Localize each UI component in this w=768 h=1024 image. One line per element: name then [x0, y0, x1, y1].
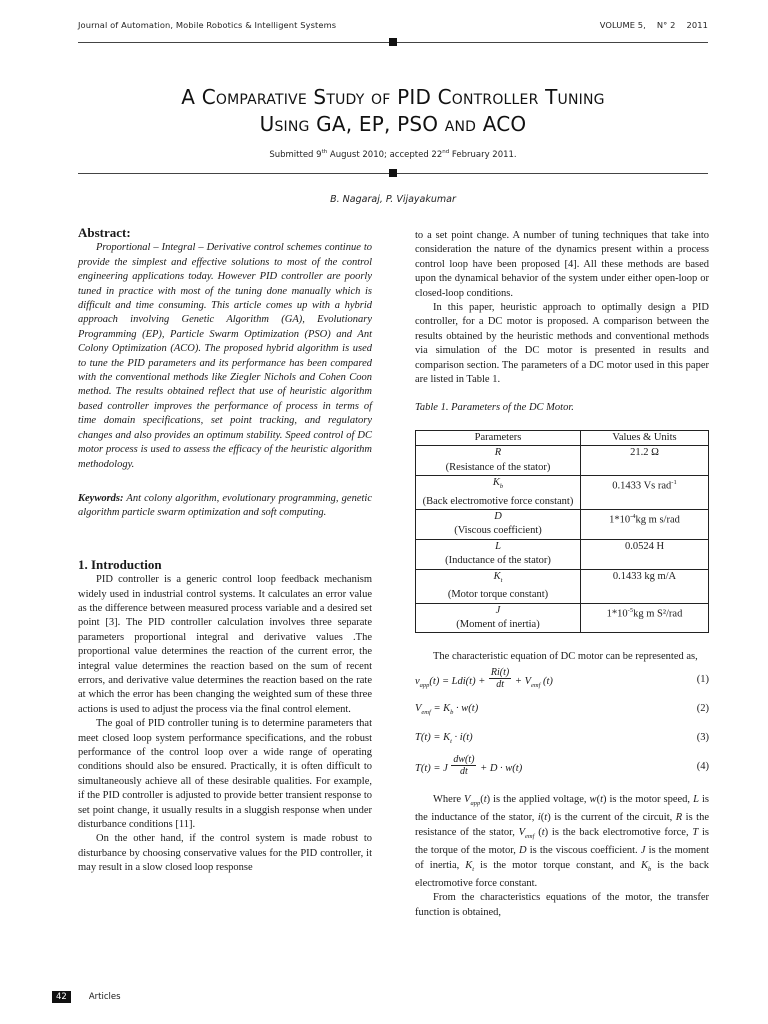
accepted-text: August 2010; accepted 22 — [327, 149, 443, 160]
value-exponent: -4 — [630, 513, 636, 520]
volume: VOLUME 5, — [599, 20, 646, 30]
equation-1-expr: $v_{app}(t) = Ldi(t)$ + $\frac{Ri(t)}{dt}$ + $V_{emf}$ (t) — [415, 666, 553, 690]
page-number: 42 — [52, 991, 71, 1003]
parameter-symbol: D — [494, 511, 502, 522]
value-text: 0.0524 H — [624, 540, 665, 552]
submitted-ordinal: th — [321, 149, 328, 155]
value-text: 0.1433 Vs rad — [612, 480, 672, 492]
accepted-month: February 2011. — [449, 149, 517, 160]
symbol-subscript: b — [499, 483, 504, 491]
value-text: 21.2 Ω — [630, 447, 659, 459]
issue-number: N° 2 — [656, 20, 676, 30]
table-row — [416, 476, 709, 510]
journal-name: Journal of Automation, Mobile Robotics & Intelligent Systems — [78, 20, 337, 30]
left-column — [78, 226, 372, 876]
submission-dates — [78, 149, 708, 160]
value-cell — [581, 446, 709, 476]
equation-number: (1) — [696, 673, 709, 685]
title-divider-mark — [389, 169, 397, 177]
intro-paragraph-1: PID controller is a generic control loop feedback mechanism widely used in industrial control systems. It calculates an error value as the difference between measured process variable and a desired set point [3]. The PID controller calculation involves three separate parameters proportional integral and derivative values .The proportional value determines the reaction of the current error, the integral value determines the reaction based on the sum of recent errors, and derivative value determines the reaction based on the rate at which the error has been changing the weighted sum of these three actions is used to adjust the process via the final control element. — [78, 574, 372, 715]
variable-definitions: Where $V_{app}(t)$ is the applied voltage, w(t) is the motor speed, L is the inductance of the stator, i(t) is the current of the circuit, R is the resistance of the stator, $V_{emf}$ (t) is the back electromotive force, T is the torque of the motor, D is the viscous coefficient. J is the moment of inertia, $K_t$ is the motor torque constant, and $K_b$ is the back electromotive force constant. — [415, 793, 710, 890]
keywords-text: Ant colony algorithm, evolutionary programming, genetic algorithm particle swarm optimization and soft computing. — [78, 492, 372, 519]
equation-2-expr: $V_{emf} = K_b \cdot w(t)$ — [415, 702, 479, 716]
issue-info — [600, 20, 708, 30]
value-text: 1*10 — [606, 608, 628, 620]
intro-paragraph-3: On the other hand, if the control system is made robust to disturbance by choosing conservative values for the PID controller, it may result in a slow closed loop response — [78, 833, 372, 874]
value-unit: kg m S²/rad — [633, 608, 683, 620]
header-values-units: Values & Units — [581, 430, 709, 445]
parameter-description: (Moment of inertia) — [456, 618, 540, 630]
parameter-symbol: $K_t$ — [493, 570, 503, 584]
fraction: $\frac{Ri(t)}{dt}$ — [490, 666, 510, 690]
running-header — [78, 20, 708, 30]
parameter-cell — [416, 476, 581, 510]
equation-4 — [415, 752, 709, 781]
equation-intro: The characteristic equation of DC motor can be represented as, — [433, 651, 698, 663]
parameter-symbol: J — [495, 604, 501, 616]
equation-1 — [415, 665, 709, 694]
table-row — [416, 510, 709, 540]
right-paragraph-1: to a set point change. A number of tuning techniques that take into consideration the nature of the dynamics present within a process control loop have been proposed [4]. All these methods are based upon the dynamical behavior of the system under either open-loop or closed-loop conditions. — [415, 230, 709, 299]
submitted-text: Submitted 9 — [269, 149, 322, 160]
parameter-symbol: L — [495, 540, 501, 552]
equation-number: (4) — [696, 760, 709, 772]
intro-paragraph-2: The goal of PID controller tuning is to determine parameters that meet closed loop system performance specifications, and the robust performance of the control loop over a wide range of operating conditions should also be ensured. Practically, it is often difficult to simultaneously achieve all of these desirable qualities. For example, if the PID controller is adjusted to provide better transient response to set point change, it usually results in a sluggish response when under disturbance conditions [11]. — [78, 718, 372, 831]
table-row — [416, 569, 709, 603]
symbol-subscript: t — [500, 576, 503, 584]
parameter-description: (Viscous coefficient) — [454, 525, 542, 537]
parameters-table — [415, 430, 709, 633]
abstract-text: Proportional – Integral – Derivative control schemes continue to provide the simplest and effective solutions to most of the control engineering applications today. However PID controller are poorly tuned in practice with most of the tuning done manually which is difficult and time consuming. This article comes up with a hybrid approach involving Genetic Algorithm (GA), Evolutionary Programming (EP), Particle Swarm Optimization (PSO) and Ant Colony Optimization (ACO). The proposed hybrid algorithm is used to tune the PID parameters and its performance has been compared with the conventional methods like Ziegler Nichols and Cohen Coon method. The results obtained reflect that use of heuristic algorithm based controller improves the performance of process in terms of time domain specifications, set point tracking, and regulatory changes and also provides an optimum stability. Speed control of DC motor process is used to assess the efficacy of the heuristic algorithm methodology. — [78, 242, 372, 470]
value-cell — [581, 476, 709, 510]
table-row — [416, 446, 709, 476]
authors: B. Nagaraj, P. Vijayakumar — [330, 194, 456, 205]
equation-number: (2) — [696, 702, 709, 714]
parameter-symbol: R — [494, 447, 502, 459]
abstract-heading: Abstract: — [78, 225, 131, 240]
value-cell — [581, 569, 709, 603]
paper-title — [78, 84, 708, 138]
issue-year: 2011 — [686, 20, 708, 30]
equation-2 — [415, 694, 709, 723]
right-column — [415, 229, 709, 920]
introduction-heading: 1. Introduction — [78, 556, 162, 572]
value-text: 0.1433 kg m/A — [612, 570, 677, 582]
parameter-description: (Motor torque constant) — [447, 589, 549, 601]
parameter-cell — [416, 510, 581, 540]
header-divider-mark — [389, 38, 397, 46]
table-row — [416, 539, 709, 569]
parameter-cell — [416, 446, 581, 476]
page-footer — [52, 991, 121, 1003]
right-paragraph-2: In this paper, heuristic approach to optimally design a PID controller, for a DC motor is proposed. A comparison between the results obtained by the heuristic methods and conventional methods via simulation of the DC motor is presented in results and comparison section. The parameters of a DC motor used in this paper are listed in Table 1. — [415, 302, 709, 386]
parameter-symbol: $K_b$ — [492, 477, 504, 491]
value-text: 1*10 — [609, 514, 631, 526]
title-line-1: A Comparative Study of PID Controller Tuning — [181, 85, 605, 109]
value-cell — [581, 603, 709, 633]
equation-number: (3) — [696, 731, 709, 743]
table-body — [416, 446, 709, 633]
keywords-label: Keywords: — [78, 492, 124, 504]
value-unit: kg m s/rad — [635, 514, 680, 526]
parameter-description: (Back electromotive force constant) — [422, 495, 574, 507]
keywords — [78, 492, 372, 521]
footer-section: Articles — [88, 992, 121, 1002]
parameter-cell — [416, 603, 581, 633]
value-exponent: -1 — [671, 479, 677, 487]
parameter-cell — [416, 569, 581, 603]
parameter-cell — [416, 539, 581, 569]
value-cell — [581, 510, 709, 540]
parameter-description: (Inductance of the stator) — [445, 555, 551, 567]
parameter-description: (Resistance of the stator) — [445, 461, 551, 473]
equation-4-expr: T(t) = J $\frac{dw(t)}{dt}$ + D · w(t) — [415, 753, 523, 777]
header-parameters: Parameters — [416, 430, 581, 445]
fraction: $\frac{dw(t)}{dt}$ — [453, 753, 475, 777]
title-line-2: Using GA, EP, PSO and ACO — [259, 112, 527, 136]
value-exponent: -5 — [627, 606, 634, 614]
table-header-row — [416, 430, 709, 445]
table-caption: Table 1. Parameters of the DC Motor. — [415, 402, 574, 414]
table-row — [416, 603, 709, 633]
accepted-ordinal: nd — [442, 149, 450, 155]
equation-3-expr: $T(t) = K_t \cdot i(t)$ — [415, 731, 473, 745]
transfer-function-intro: From the characteristics equations of the motor, the transfer function is obtained, — [415, 892, 709, 918]
value-cell — [581, 539, 709, 569]
equation-3 — [415, 723, 709, 752]
